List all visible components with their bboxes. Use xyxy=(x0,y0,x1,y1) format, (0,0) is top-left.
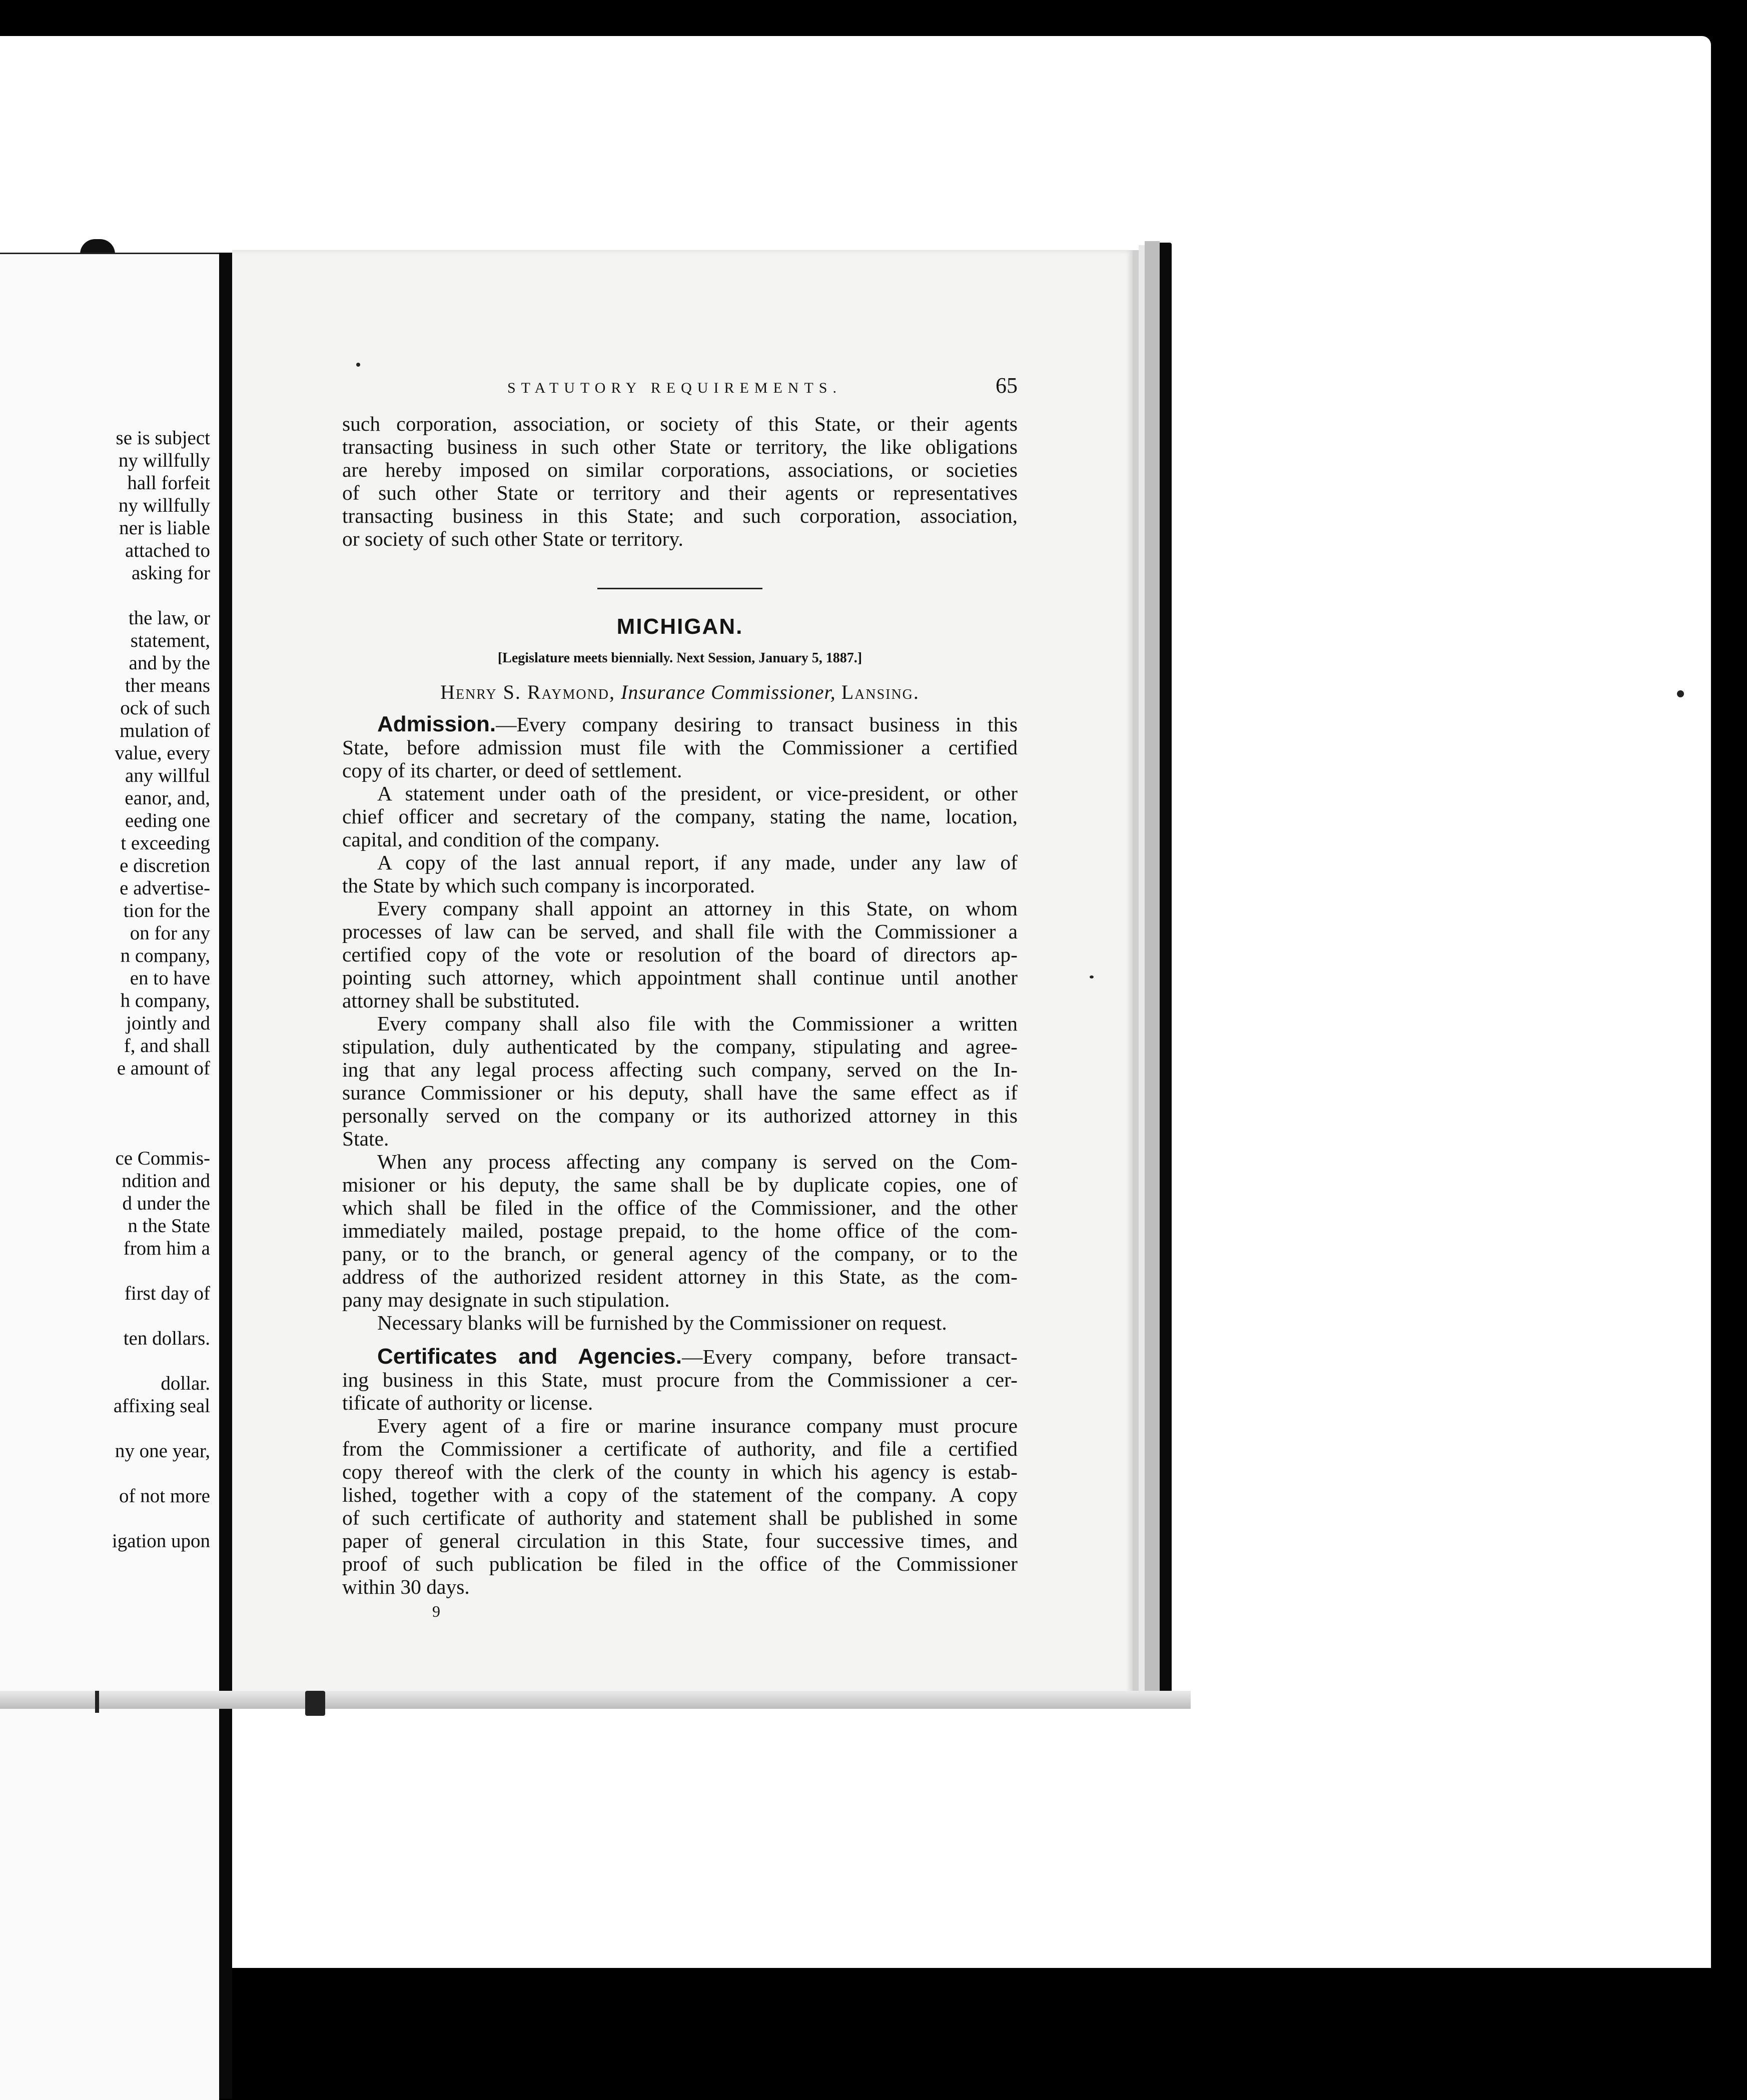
admission-heading: Admission. xyxy=(377,712,496,736)
left-page-line xyxy=(0,1417,210,1440)
left-page-line xyxy=(0,1260,210,1282)
left-page-line: n company, xyxy=(120,945,210,966)
text-line: chief officer and secretary of the company, stating the name, location, xyxy=(342,805,1018,828)
left-page-line: tion for the xyxy=(123,900,210,921)
text-line: pany, or to the branch, or general agency of the company, or to the xyxy=(342,1242,1018,1265)
left-page-line: from him a xyxy=(123,1238,210,1259)
text-line: ing business in this State, must procure from the Commissioner a cer- xyxy=(342,1368,1018,1391)
text-line: A statement under oath of the president, or vice-president, or other xyxy=(377,782,1018,805)
left-page-line: of not more xyxy=(119,1485,210,1507)
left-page-line: asking for xyxy=(131,562,210,584)
text-line: certified copy of the vote or resolution of the board of directors ap- xyxy=(342,943,1018,966)
page-notch xyxy=(95,1691,99,1713)
legislature-note: [Legislature meets biennially. Next Session, January 5, 1887.] xyxy=(497,650,862,666)
left-page-line xyxy=(0,1305,210,1327)
text-line: —Every company desiring to transact business in this xyxy=(496,713,1018,736)
text-line: which shall be filed in the office of the Commissioner, and the other xyxy=(342,1196,1018,1219)
certificates-heading: Certificates and Agencies. xyxy=(377,1344,682,1369)
text-line: transacting business in this State; and such corporation, association, xyxy=(342,504,1018,527)
text-line: transacting business in such other State or territory, the like obligations xyxy=(342,435,1018,458)
left-page-line xyxy=(0,1350,210,1372)
text-line: proof of such publication be filed in the office of the Commissioner xyxy=(342,1552,1018,1575)
text-line: copy thereof with the clerk of the county in which his agency is estab- xyxy=(342,1460,1018,1483)
text-line: the State by which such company is incorporated. xyxy=(342,874,755,897)
text-line: of such other State or territory and their agents or representatives xyxy=(342,481,1018,504)
left-page-line xyxy=(0,1080,210,1102)
text-line: immediately mailed, postage prepaid, to the home office of the com- xyxy=(342,1219,1018,1242)
page-text xyxy=(342,373,1018,1621)
text-line: capital, and condition of the company. xyxy=(342,828,660,851)
text-line: tificate of authority or license. xyxy=(342,1391,593,1414)
left-page-line: e discretion xyxy=(120,855,210,876)
opening-paragraph xyxy=(342,412,1018,550)
left-page-line: d under the xyxy=(122,1193,210,1214)
text-line: misioner or his deputy, the same shall be by duplicate copies, one of xyxy=(342,1173,1018,1196)
text-line: processes of law can be served, and shall file with the Commissioner a xyxy=(342,920,1018,943)
left-page-line xyxy=(0,1102,210,1125)
text-line: Every company shall appoint an attorney in this State, on whom xyxy=(377,897,1018,920)
left-page-line: en to have xyxy=(130,967,210,989)
cover-edge xyxy=(1160,243,1172,1708)
left-page-line: ock of such xyxy=(120,697,210,719)
text-line: —Every company, before transact- xyxy=(682,1345,1018,1368)
page-edge xyxy=(1139,245,1145,1703)
left-page-line: igation upon xyxy=(112,1530,210,1552)
text-line: attorney shall be substituted. xyxy=(342,989,580,1012)
left-page-line: n the State xyxy=(128,1215,210,1237)
left-page-line: ny one year, xyxy=(115,1440,210,1462)
commissioner-name: Henry S. Raymond, xyxy=(440,681,616,703)
text-line: from the Commissioner a certificate of authority, and file a certified xyxy=(342,1437,1018,1460)
state-heading: MICHIGAN. xyxy=(616,614,743,639)
page-number: 65 xyxy=(996,373,1018,398)
text-line: stipulation, duly authenticated by the company, stipulating and agree- xyxy=(342,1035,1018,1058)
left-page-line: f, and shall xyxy=(124,1035,210,1057)
text-line: copy of its charter, or deed of settlement. xyxy=(342,759,682,782)
text-line: of such certificate of authority and statement shall be published in some xyxy=(342,1506,1018,1529)
text-line: paper of general circulation in this State, four successive times, and xyxy=(342,1529,1018,1552)
text-line: Every agent of a fire or marine insurance company must procure xyxy=(377,1414,1018,1437)
dust-speck xyxy=(1090,975,1094,978)
left-page-line: any willful xyxy=(125,765,210,786)
left-facing-page xyxy=(0,253,219,2100)
left-page-line: jointly and xyxy=(126,1012,210,1034)
left-page-line: ndition and xyxy=(122,1170,210,1192)
left-page-line: mulation of xyxy=(120,720,210,741)
left-page-line: on for any xyxy=(130,922,210,944)
left-page-line: the law, or xyxy=(128,607,210,629)
running-head-title: STATUTORY REQUIREMENTS. xyxy=(507,380,842,396)
text-line: personally served on the company or its authorized attorney in this xyxy=(342,1104,1018,1127)
left-page-line: ny willfully xyxy=(118,450,210,471)
text-line: Every company shall also file with the Commissioner a written xyxy=(377,1012,1018,1035)
left-page-line: se is subject xyxy=(116,427,210,449)
text-line: When any process affecting any company is served on the Com- xyxy=(377,1150,1018,1173)
section-divider xyxy=(597,588,762,589)
book-spine xyxy=(219,253,232,2098)
left-page-text xyxy=(0,427,210,1552)
book-bottom-edge xyxy=(0,1691,1191,1709)
dust-speck xyxy=(1677,690,1684,697)
text-line: A copy of the last annual report, if any made, under any law of xyxy=(377,851,1018,874)
page-clip xyxy=(305,1691,325,1716)
text-line: State. xyxy=(342,1127,389,1150)
text-line: within 30 days. xyxy=(342,1575,470,1598)
text-line: pointing such attorney, which appointment shall continue until another xyxy=(342,966,1018,989)
left-page-line: ther means xyxy=(125,675,210,696)
scan-bottom-border xyxy=(0,1968,1747,2009)
text-line: such corporation, association, or society of this State, or their agents xyxy=(342,412,1018,435)
text-line: surance Commissioner or his deputy, shall have the same effect as if xyxy=(342,1081,1018,1104)
signature-mark: 9 xyxy=(432,1602,440,1620)
text-line: lished, together with a copy of the statement of the company. A copy xyxy=(342,1483,1018,1506)
dust-speck xyxy=(356,363,360,367)
left-page-line: first day of xyxy=(124,1283,210,1304)
text-line: State, before admission must file with the Commissioner a certified xyxy=(342,736,1018,759)
certificates-section xyxy=(342,1345,1018,1598)
left-page-line: hall forfeit xyxy=(127,472,210,494)
left-page-line: ten dollars. xyxy=(123,1328,210,1349)
left-page-line: e amount of xyxy=(117,1058,210,1079)
left-page-line xyxy=(0,1125,210,1147)
text-line: Necessary blanks will be furnished by the Commissioner on request. xyxy=(377,1311,947,1334)
text-line: or society of such other State or territory. xyxy=(342,527,683,550)
commissioner-city: Lansing. xyxy=(841,681,920,703)
page-edge xyxy=(1145,241,1160,1707)
text-line: pany may designate in such stipulation. xyxy=(342,1288,670,1311)
text-line: are hereby imposed on similar corporations, associations, or societies xyxy=(342,458,1018,481)
text-line: ing that any legal process affecting such company, served on the In- xyxy=(342,1058,1018,1081)
left-page-line: ner is liable xyxy=(119,517,210,539)
book-page-65 xyxy=(232,250,1133,1701)
left-page-line: statement, xyxy=(130,630,210,651)
running-head xyxy=(507,373,1018,398)
left-page-line: ny willfully xyxy=(118,495,210,516)
left-page-line: e advertise- xyxy=(120,877,210,899)
left-page-line: ce Commis- xyxy=(115,1148,210,1169)
left-page-line: and by the xyxy=(129,652,210,674)
commissioner-title: Insurance Commissioner, xyxy=(621,681,836,703)
left-page-line: value, every xyxy=(115,742,210,764)
left-page-line xyxy=(0,1462,210,1485)
left-page-line: attached to xyxy=(125,540,210,561)
left-page-line: eeding one xyxy=(125,810,210,831)
left-page-line xyxy=(0,1507,210,1530)
left-page-line: t exceeding xyxy=(121,832,210,854)
left-page-line: dollar. xyxy=(161,1373,210,1394)
admission-section xyxy=(342,713,1018,1334)
commissioner-line xyxy=(342,680,1018,704)
left-page-line: affixing seal xyxy=(113,1395,210,1417)
left-page-line: eanor, and, xyxy=(125,787,210,809)
left-page-line xyxy=(0,584,210,607)
left-page-line: h company, xyxy=(120,990,210,1011)
text-line: address of the authorized resident attorney in this State, as the com- xyxy=(342,1265,1018,1288)
